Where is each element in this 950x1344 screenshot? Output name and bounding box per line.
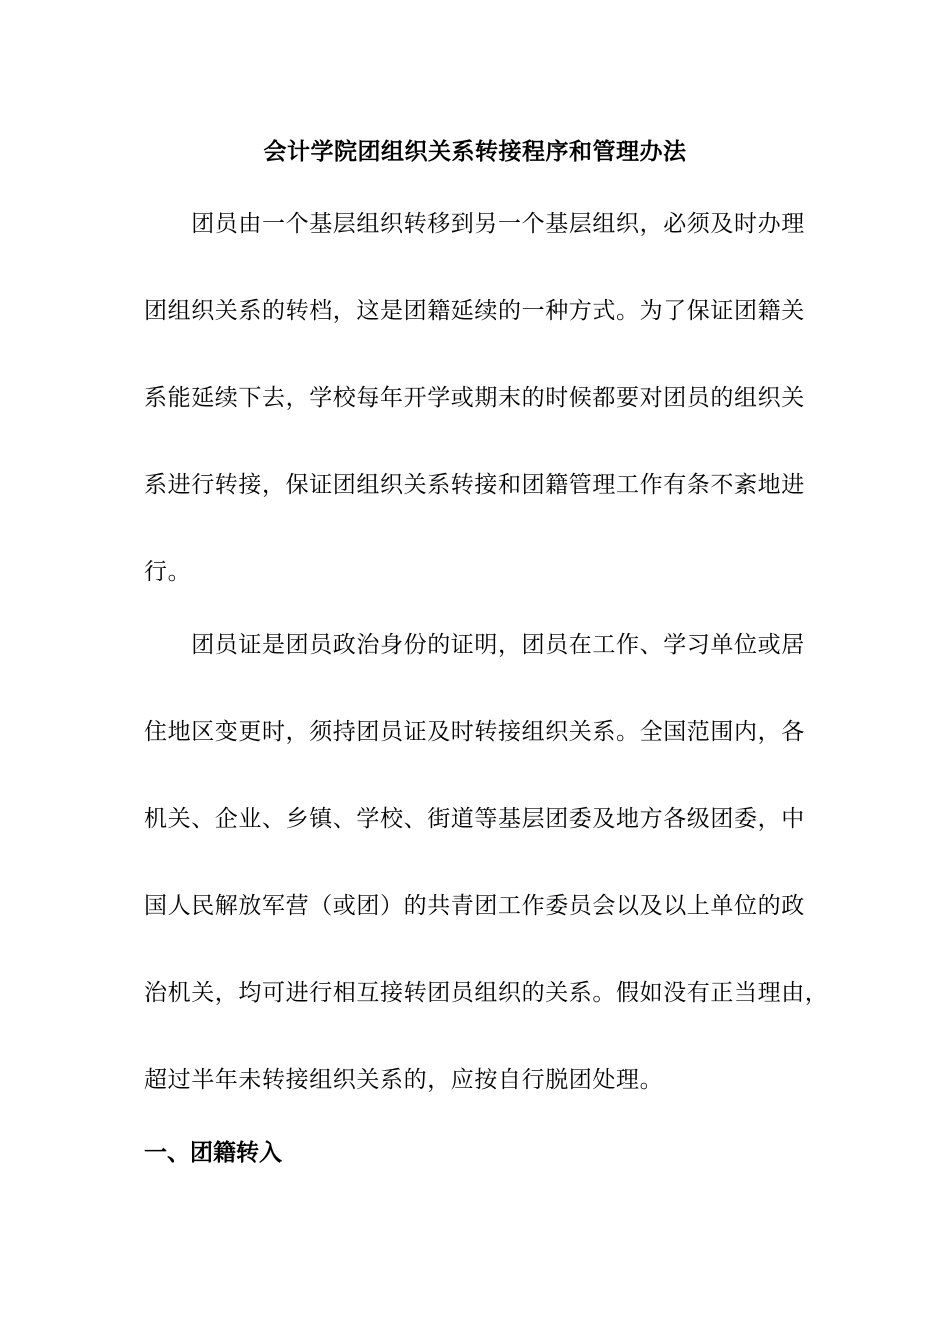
document-title: 会计学院团组织关系转接程序和管理办法 xyxy=(263,139,687,165)
paragraph-1-line-2: 团组织关系的转档，这是团籍延续的一种方式。为了保证团籍关 xyxy=(144,298,805,324)
paragraph-2-line-4: 国人民解放军营（或团）的共青团工作委员会以及以上单位的政 xyxy=(144,893,805,919)
paragraph-1-line-4: 系进行转接，保证团组织关系转接和团籍管理工作有条不紊地进 xyxy=(144,472,805,498)
paragraph-1-line-3: 系能延续下去，学校每年开学或期末的时候都要对团员的组织关 xyxy=(144,385,805,411)
section-heading: 一、团籍转入 xyxy=(144,1140,282,1166)
paragraph-1-line-5: 行。 xyxy=(144,559,192,585)
paragraph-2-line-3: 机关、企业、乡镇、学校、街道等基层团委及地方各级团委，中 xyxy=(144,806,805,832)
paragraph-2-line-1: 团员证是团员政治身份的证明，团员在工作、学习单位或居 xyxy=(144,632,805,658)
paragraph-2-line-2: 住地区变更时，须持团员证及时转接组织关系。全国范围内，各 xyxy=(144,719,805,745)
paragraph-2-line-6: 超过半年未转接组织关系的，应按自行脱团处理。 xyxy=(144,1067,664,1093)
paragraph-1-line-1: 团员由一个基层组织转移到另一个基层组织，必须及时办理 xyxy=(144,211,805,237)
paragraph-2-line-5: 治机关，均可进行相互接转团员组织的关系。假如没有正当理由， xyxy=(144,980,829,1006)
